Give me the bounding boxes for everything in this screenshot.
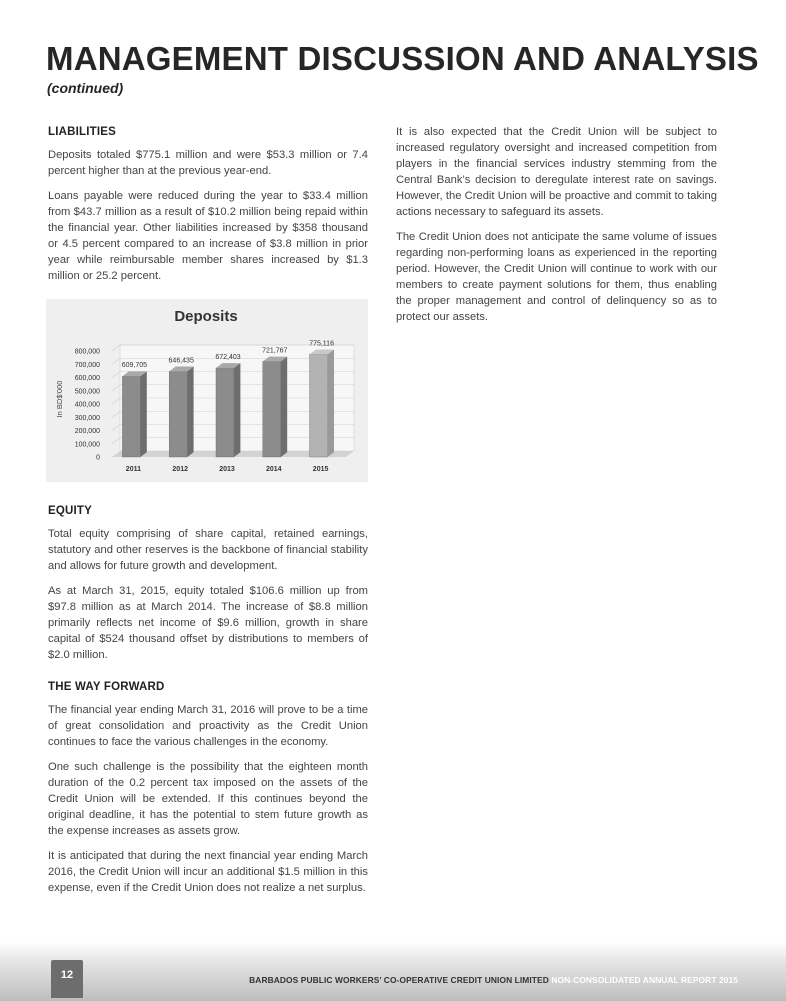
- equity-heading: EQUITY: [48, 505, 93, 517]
- chart-x-tick-label: 2012: [172, 466, 188, 473]
- chart-bar-front: [169, 371, 187, 457]
- liabilities-paragraph: Loans payable were reduced during the year to $33.4 million from $43.7 million as a result of $10.2 million being repaid within the financial year. Other liabilities increased by $358 thousand or 4.5 percent compared to an increase of $3.8 million in prior year while reimbursable member shares increased by $1.3 million or 25.2 percent.: [48, 190, 368, 282]
- chart-bar-side: [234, 363, 240, 457]
- chart-bar: [263, 357, 287, 457]
- chart-y-tick-label: 600,000: [74, 375, 100, 382]
- right-column-section: [396, 124, 717, 334]
- chart-y-ticks: [75, 349, 100, 462]
- chart-data-label: 609,705: [121, 362, 148, 370]
- equity-paragraph: As at March 31, 2015, equity totaled $106.6 million up from $97.8 million as at March 2014. The increase of $8.8 million primarily reflects net income of $9.6 million, growth in share capital of $524 thousand offset by distributions to members of $2.0 million.: [48, 585, 368, 661]
- chart-bar: [216, 363, 240, 457]
- liabilities-section: [48, 124, 368, 293]
- chart-x-ticks: [126, 466, 329, 473]
- chart-bar-side: [187, 367, 193, 457]
- right-column-paragraph: It is also expected that the Credit Union will be subject to increased regulatory oversight and increased competition from players in the financial services industry stemming from the Central Bank’s decision to deregulate interest rate on savings. However, the Credit Union will be proactive and commit to taking actions necessary to safeguard its assets.: [396, 126, 717, 218]
- way-forward-paragraph: One such challenge is the possibility that the eighteen month duration of the 0.2 percent tax imposed on the assets of the Credit Union will be extended. If this continues beyond the original deadline, it has the potential to stem future growth as the expense increases as assets grow.: [48, 761, 368, 837]
- chart-y-tick-label: 700,000: [74, 361, 100, 369]
- way-forward-paragraph: The financial year ending March 31, 2016 will prove to be a time of great consolidation and proactivity as the Credit Union continues to face the various challenges in the economy.: [48, 704, 368, 748]
- chart-bar-side: [281, 357, 287, 457]
- chart-x-tick-label: 2014: [266, 466, 282, 473]
- liabilities-paragraph: Deposits totaled $775.1 million and were $53.3 million or 7.4 percent higher than at the previous year-end.: [48, 149, 368, 177]
- right-column-paragraph: The Credit Union does not anticipate the same volume of issues regarding non-performing loans as experienced in the reporting period. However, the Credit Union will continue to work with our members to create payment solutions for them, thus enabling the proper management and control of delinquency so as to protect our assets.: [396, 231, 717, 323]
- chart-y-axis-label: In BD$'000: [55, 380, 64, 418]
- chart-bar-front: [310, 354, 328, 457]
- chart-data-label: 775,116: [309, 340, 334, 348]
- footer-organization: BARBADOS PUBLIC WORKERS’ CO-OPERATIVE CREDIT UNION LIMITED: [249, 975, 549, 985]
- chart-y-tick-label: 800,000: [74, 348, 100, 356]
- chart-bar-front: [263, 361, 281, 457]
- page-number: 12: [51, 960, 83, 998]
- deposits-chart: [46, 299, 368, 482]
- chart-bar-front: [122, 376, 140, 457]
- equity-section: [48, 503, 368, 672]
- liabilities-heading: LIABILITIES: [48, 126, 117, 138]
- chart-bar: [122, 371, 146, 457]
- chart-y-tick-label: 400,000: [74, 401, 100, 409]
- way-forward-heading: THE WAY FORWARD: [48, 681, 165, 693]
- way-forward-section: [48, 679, 368, 905]
- chart-x-tick-label: 2015: [312, 466, 329, 473]
- chart-bar-side: [140, 371, 146, 457]
- chart-x-tick-label: 2011: [125, 466, 141, 473]
- chart-bar: [169, 367, 193, 457]
- chart-y-tick-label: 500,000: [74, 388, 100, 396]
- chart-y-tick-label: 0: [96, 454, 100, 462]
- chart-data-label: 672,403: [215, 353, 241, 361]
- footer-report-title: NON-CONSOLIDATED ANNUAL REPORT 2015: [551, 975, 738, 985]
- footer-text: [249, 975, 738, 985]
- way-forward-paragraph: It is anticipated that during the next financial year ending March 2016, the Credit Union will incur an additional $1.5 million in this expense, even if the Credit Union does not realize a net surplus.: [48, 850, 368, 894]
- chart-bar-side: [328, 349, 334, 457]
- chart-y-tick-label: 200,000: [74, 428, 100, 435]
- chart-y-tick-label: 300,000: [74, 414, 100, 422]
- footer-band: [0, 942, 786, 1001]
- chart-data-label: 646,435: [168, 357, 194, 365]
- chart-title: Deposits: [174, 308, 238, 325]
- page-title: MANAGEMENT DISCUSSION AND ANALYSIS: [46, 40, 759, 77]
- page-subtitle: (continued): [47, 80, 124, 96]
- chart-bar-front: [216, 368, 234, 457]
- chart-y-tick-label: 100,000: [74, 441, 100, 449]
- chart-x-tick-label: 2013: [219, 466, 235, 473]
- deposits-chart-svg: [46, 299, 368, 482]
- equity-paragraph: Total equity comprising of share capital, retained earnings, statutory and other reserves is the backbone of financial stability and allows for future growth and development.: [48, 528, 368, 572]
- chart-bar: [310, 349, 334, 457]
- chart-data-label: 721,767: [262, 347, 288, 355]
